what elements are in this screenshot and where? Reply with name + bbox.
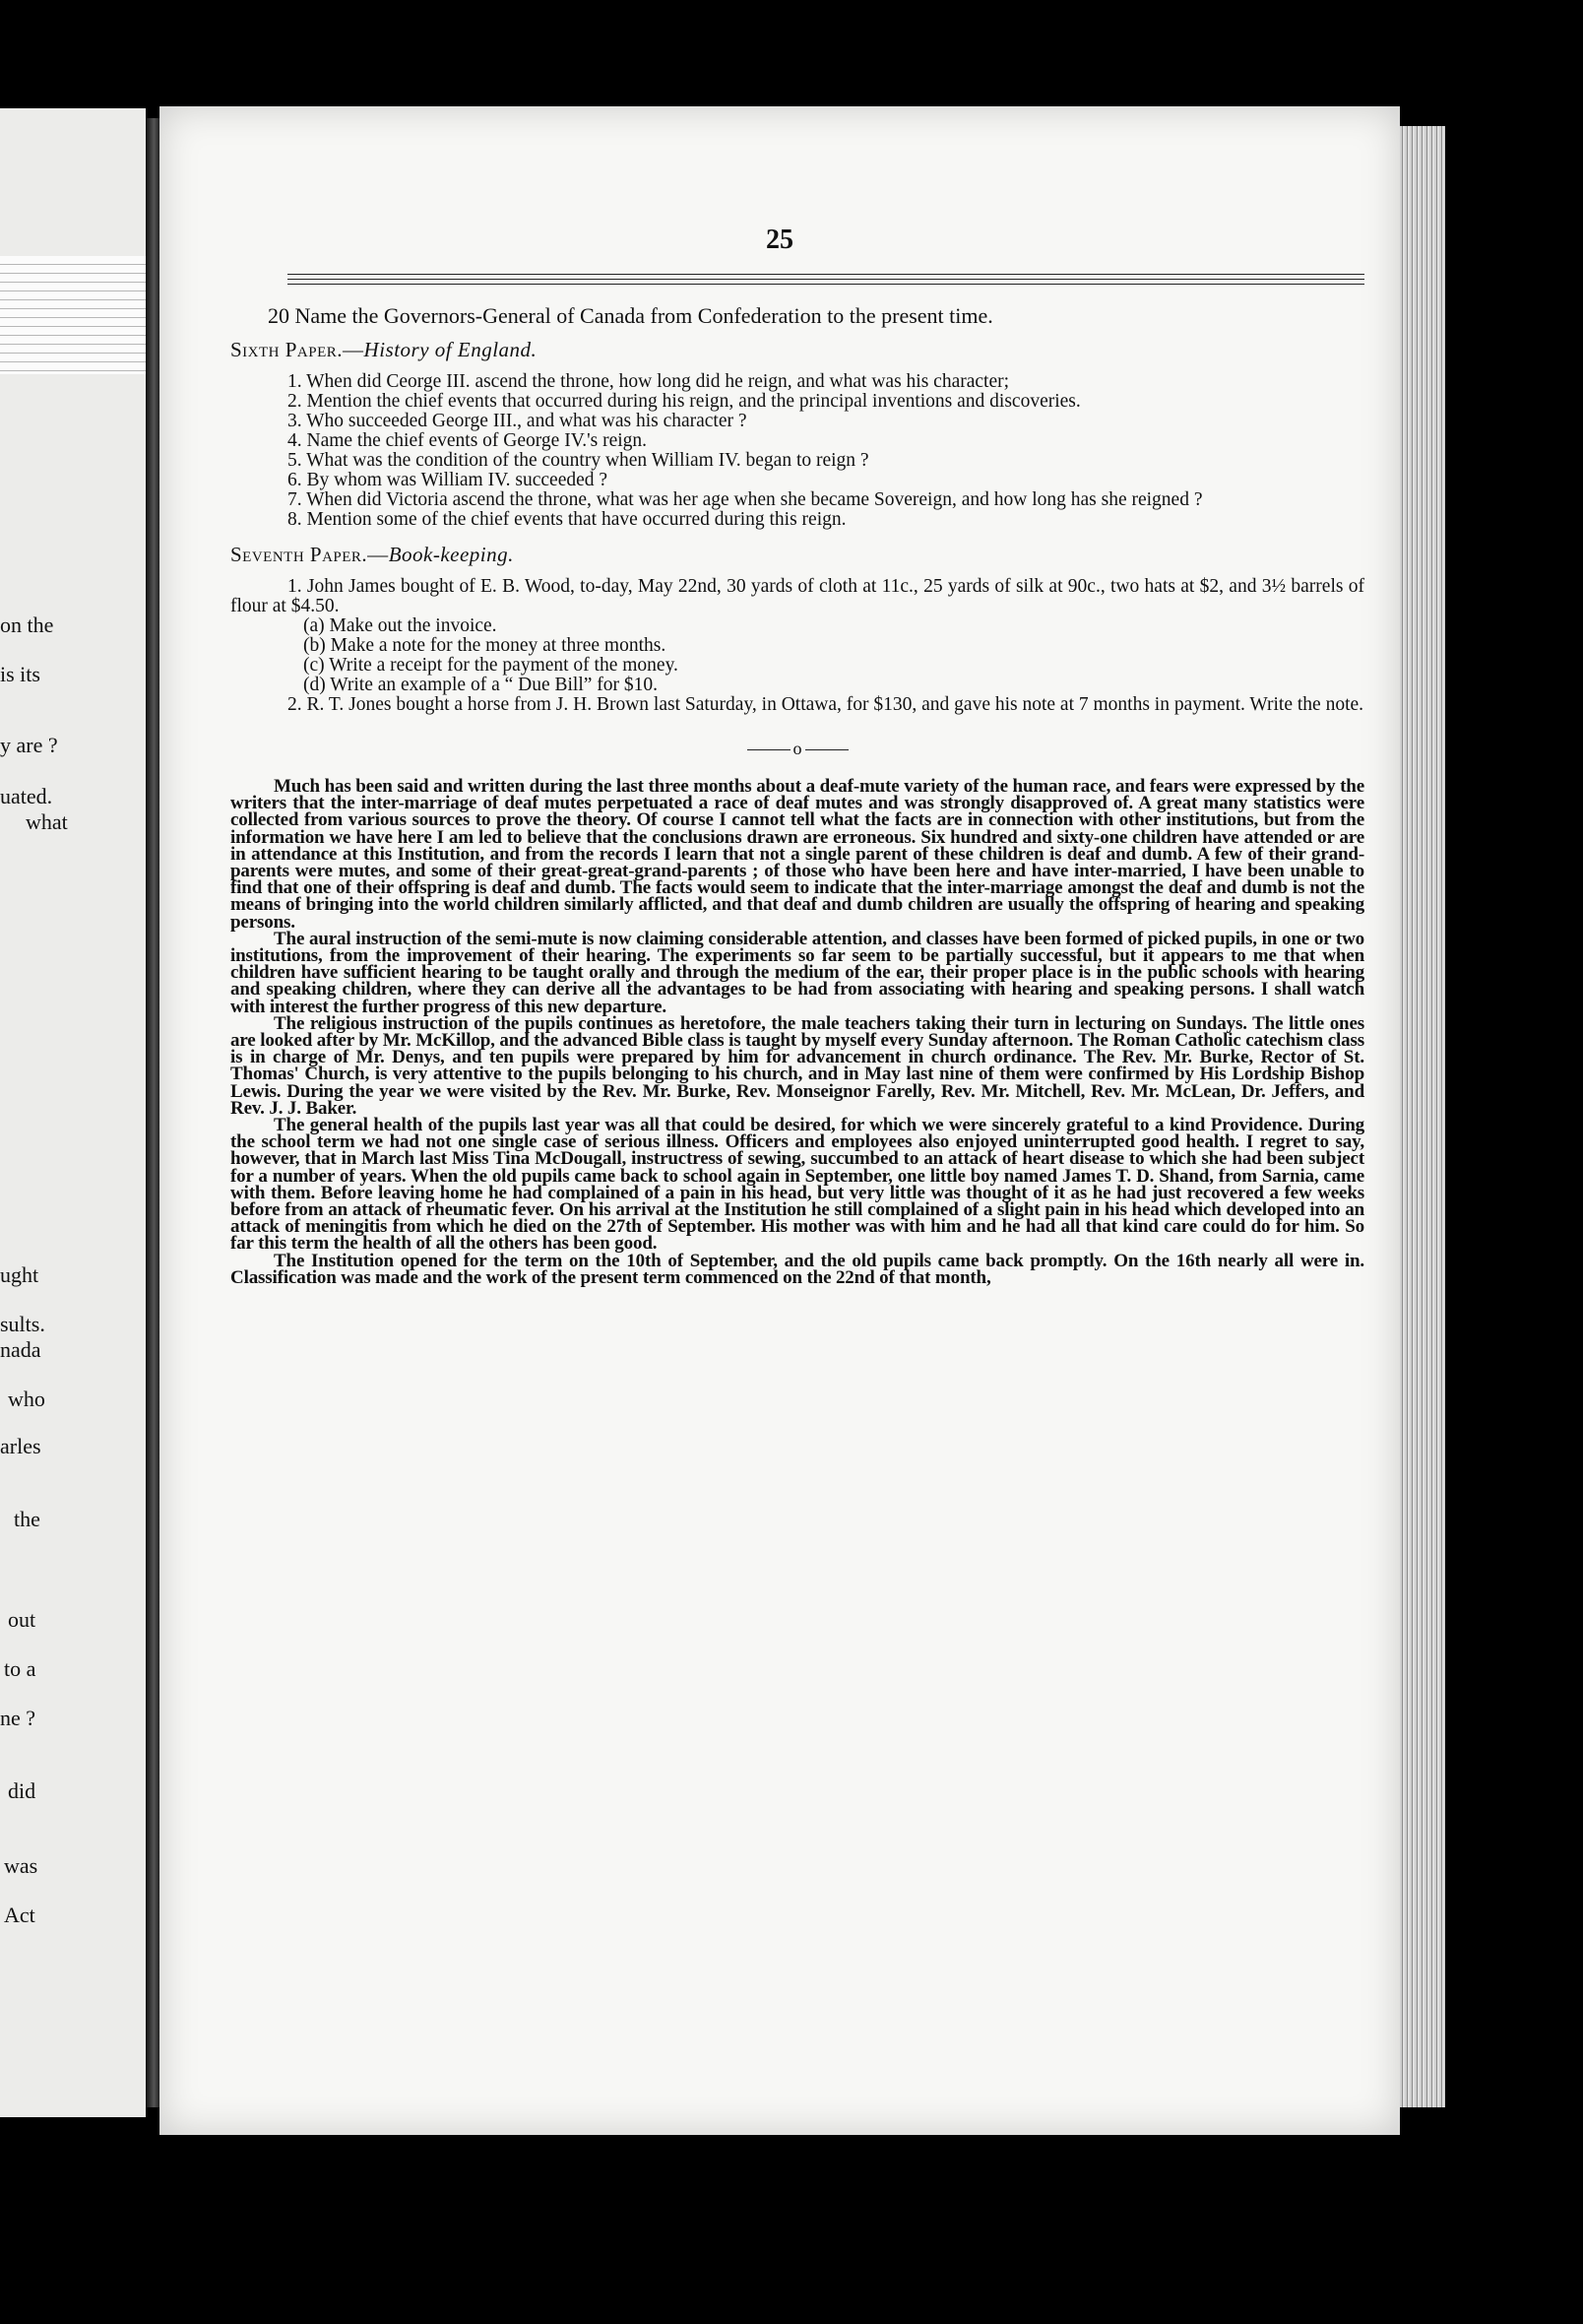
book-gutter: [146, 118, 159, 2107]
page-block-edges: [1400, 126, 1445, 2107]
facing-page: [0, 108, 146, 2117]
bookkeeping-sub-item: (b) Make a note for the money at three months.: [303, 635, 666, 656]
section-divider: o: [230, 739, 1364, 758]
bookkeeping-sub-item: (d) Write an example of a “ Due Bill” for $10.: [303, 675, 659, 695]
facing-page-fragment: who: [8, 1387, 45, 1411]
history-question: 7. When did Victoria ascend the throne, what was her age when she became Sovereign, and how long has she reigned ?: [287, 489, 1203, 510]
history-question: 4. Name the chief events of George IV.'s reign.: [287, 430, 648, 451]
facing-page-fragment: Act: [4, 1903, 35, 1927]
sixth-paper-heading: Sixth Paper.—History of England.: [230, 338, 538, 361]
facing-page-fragment: sults.: [0, 1312, 45, 1336]
bookkeeping-question-1: 1. John James bought of E. B. Wood, to-day, May 22nd, 30 yards of cloth at 11c., 25 yards of silk at 90c., two hats at $2, and 3½ barrels of flour at $4.50.: [230, 576, 1364, 616]
report-paragraph: The general health of the pupils last year was all that could be desired, for which we were sincerely grateful to a kind Providence. During the school term we had not one single case of serious illness. Officers and employees also enjoyed uninterrupted good health. I regret to say, however, that in March last Miss Tina McDougall, instructress of sewing, succumbed to an attack of heart disease to which she had been subject for a number of years. When the old pupils came back to school again in September, one little boy named James T. D. Shand, from Sarnia, came with them. Before leaving home he had complained of a pain in his head, but very little was thought of it as he had just recovered a few weeks before from an attack of rheumatic fever. On his arrival at the Institution he still complained of a slight pain in his head which developed into an attack of meningitis from which he died on the 27th of September. His mother was with him and he had all that kind care could do for him. So far this term the health of all the others has been good.: [230, 1115, 1364, 1255]
facing-page-fragment: nada: [0, 1337, 41, 1362]
bookkeeping-sub-item: (a) Make out the invoice.: [303, 615, 497, 636]
history-question: 6. By whom was William IV. succeeded ?: [287, 470, 608, 490]
facing-page-fragment: to a: [4, 1656, 36, 1681]
history-question: 5. What was the condition of the country when William IV. began to reign ?: [287, 450, 869, 471]
report-paragraph: The aural instruction of the semi-mute is now claiming considerable attention, and classes have been formed of picked pupils, in one or two institutions, from the improvement of their hearing. The experiments so far seem to be partially successful, but it appears to me that when children have sufficient hearing to be taught orally and through the medium of the ear, their proper place is in the public schools with hearing and speaking children, where they can derive all the advantages to be had from associating with hearing and speaking persons. I shall watch with interest the further progress of this new departure.: [230, 928, 1364, 1017]
facing-page-fragment: arles: [0, 1434, 41, 1458]
facing-page-edge: [0, 256, 146, 374]
page-number: 25: [766, 225, 793, 255]
facing-page-fragment: on the: [0, 613, 54, 637]
facing-page-fragment: ught: [0, 1262, 39, 1287]
bookkeeping-sub-item: (c) Write a receipt for the payment of the money.: [303, 655, 678, 676]
facing-page-fragment: did: [8, 1778, 36, 1803]
facing-page-fragment: uated.: [0, 784, 53, 808]
history-question: 2. Mention the chief events that occurred during his reign, and the principal inventions and discoveries.: [287, 391, 1081, 412]
facing-page-fragment: ne ?: [0, 1706, 36, 1730]
header-rules: [287, 274, 1364, 289]
document-page: [159, 106, 1400, 2135]
history-question: 1. When did Ceorge III. ascend the throne, how long did he reign, and what was his character;: [287, 371, 1010, 392]
report-paragraph: The Institution opened for the term on the 10th of September, and the old pupils came back promptly. On the 16th nearly all were in. Classification was made and the work of the present term commenced on the 22nd of that month,: [230, 1250, 1364, 1288]
report-paragraph: Much has been said and written during the last three months about a deaf-mute variety of the human race, and fears were expressed by the writers that the inter-marriage of deaf mutes perpetuated a race of deaf mutes and was strongly disapproved of. A great many statistics were collected from various sources to prove the theory. Of course I cannot tell what the facts are in connection with other institutions, but from the information we have here I am led to believe that the conclusions drawn are erroneous. Six hundred and sixty-one children have attended or are in attendance at this Institution, and from the records I learn that not a single parent of these children is deaf and dumb. A few of their grand-parents were mutes, and some of their great-great-grand-parents ; of those who have been here and have inter-married, I have been unable to find that one of their offspring is deaf and dumb. The facts would seem to indicate that the inter-marriage amongst the deaf and dumb is not the means of bringing into the world children similarly afflicted, and that deaf and dumb children are usually the offspring of hearing and speaking persons.: [230, 776, 1364, 933]
history-question: 8. Mention some of the chief events that have occurred during this reign.: [287, 509, 847, 530]
facing-page-fragment: out: [8, 1607, 36, 1632]
page-content: [230, 303, 1364, 1286]
bookkeeping-question-2: 2. R. T. Jones bought a horse from J. H. Brown last Saturday, in Ottawa, for $130, and gave his note at 7 months in payment. Write the note.: [287, 694, 1364, 715]
question-20: 20 Name the Governors-General of Canada from Confederation to the present time.: [268, 303, 993, 328]
facing-page-fragment: y are ?: [0, 733, 58, 757]
report-paragraph: The religious instruction of the pupils continues as heretofore, the male teachers taking their turn in lecturing on Sundays. The little ones are looked after by Mr. McKillop, and the advanced Bible class is taught by myself every Sunday afternoon. The Roman Catholic catechism class is in charge of Mr. Denys, and ten pupils were prepared by him for advancement in church ordinance. The Rev. Mr. Burke, Rector of St. Thomas' Church, is very attentive to the pupils belonging to his church, and in May last nine of them were confirmed by His Lordship Bishop Lewis. During the year we were visited by the Rev. Mr. Burke, Rev. Monseignor Farelly, Rev. Mr. Mitchell, Rev. Mr. McLean, Dr. Jeffers, and Rev. J. J. Baker.: [230, 1012, 1364, 1119]
facing-page-fragment: what: [26, 809, 68, 834]
facing-page-fragment: was: [4, 1853, 38, 1878]
facing-page-fragment: is its: [0, 662, 40, 686]
seventh-paper-heading: Seventh Paper.—Book-keeping.: [230, 543, 514, 566]
facing-page-fragment: the: [14, 1507, 40, 1531]
history-question: 3. Who succeeded George III., and what was his character ?: [287, 411, 747, 431]
